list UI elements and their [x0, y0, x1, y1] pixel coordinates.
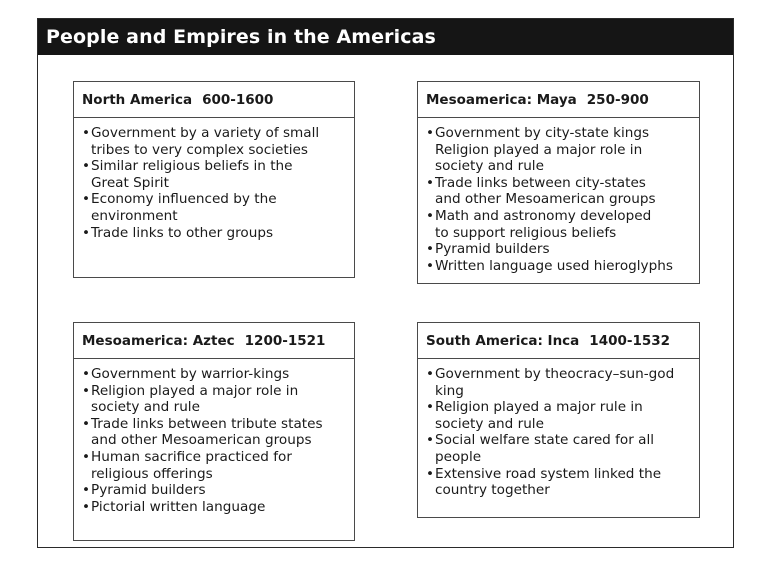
list-item — [82, 449, 348, 482]
list-item — [82, 482, 348, 499]
list-item-text: • Religion played a major role in society and rule — [91, 382, 299, 416]
card-region: North America — [82, 92, 193, 108]
chart-frame — [37, 18, 734, 548]
list-item-text: • Trade links between tribute states and other Mesoamerican groups — [91, 415, 323, 449]
list-item-text: • Human sacrifice practiced for religious offerings — [91, 448, 292, 482]
list-item — [426, 366, 693, 399]
list-item — [82, 416, 348, 449]
list-item-text: • Written language used hieroglyphs — [435, 257, 673, 274]
card-header — [418, 82, 699, 118]
card-north-america — [73, 81, 355, 278]
card-header — [74, 82, 354, 118]
list-item-text: • Government by warrior-kings — [91, 366, 290, 382]
list-item-text: • Pyramid builders — [435, 241, 550, 258]
card-dates: 1400-1532 — [589, 333, 671, 349]
card-maya — [417, 81, 700, 284]
list-item-text: • Economy influenced by the environment — [91, 191, 277, 224]
list-item — [82, 191, 348, 224]
list-item-text: • Math and astronomy developed to support religious beliefs — [435, 207, 652, 241]
card-list — [74, 118, 354, 241]
list-item — [82, 383, 348, 416]
card-region: Mesoamerica: Aztec — [82, 333, 235, 349]
list-item — [426, 399, 693, 432]
card-header — [418, 323, 699, 359]
card-dates: 250-900 — [586, 92, 649, 108]
list-item-text: • Pyramid builders — [91, 482, 206, 499]
list-item — [82, 225, 348, 242]
card-list — [418, 359, 699, 499]
list-item — [426, 125, 693, 175]
card-aztec — [73, 322, 355, 541]
card-region: South America: Inca — [426, 333, 580, 349]
list-item-text: • Trade links between city-states and other Mesoamerican groups — [435, 174, 656, 208]
list-item-text: • Government by city-state kings Religion played a major role in society and rule — [435, 125, 650, 175]
list-item-text: • Government by theocracy–sun-god king — [435, 366, 675, 399]
list-item — [426, 208, 693, 241]
list-item — [82, 366, 348, 383]
list-item — [426, 466, 693, 499]
list-item — [82, 158, 348, 191]
list-item-text: • Social welfare state cared for all people — [435, 432, 655, 465]
card-list — [418, 118, 699, 274]
list-item-text: • Government by a variety of small tribes to very complex societies — [91, 125, 320, 158]
card-dates: 1200-1521 — [244, 333, 326, 349]
card-dates: 600-1600 — [202, 92, 274, 108]
card-header — [74, 323, 354, 359]
card-inca — [417, 322, 700, 518]
list-item-text: • Similar religious beliefs in the Great Spirit — [91, 158, 293, 191]
list-item-text: • Trade links to other groups — [91, 224, 274, 241]
list-item — [82, 125, 348, 158]
list-item — [426, 241, 693, 258]
card-list — [74, 359, 354, 515]
list-item — [426, 175, 693, 208]
card-region: Mesoamerica: Maya — [426, 92, 577, 108]
page-title: People and Empires in the Americas — [38, 19, 733, 55]
list-item — [426, 432, 693, 465]
list-item — [426, 258, 693, 275]
list-item-text: • Pictorial written language — [91, 498, 266, 515]
list-item-text: • Religion played a major rule in society and rule — [435, 399, 643, 432]
list-item-text: • Extensive road system linked the country together — [435, 465, 662, 499]
list-item — [82, 499, 348, 516]
